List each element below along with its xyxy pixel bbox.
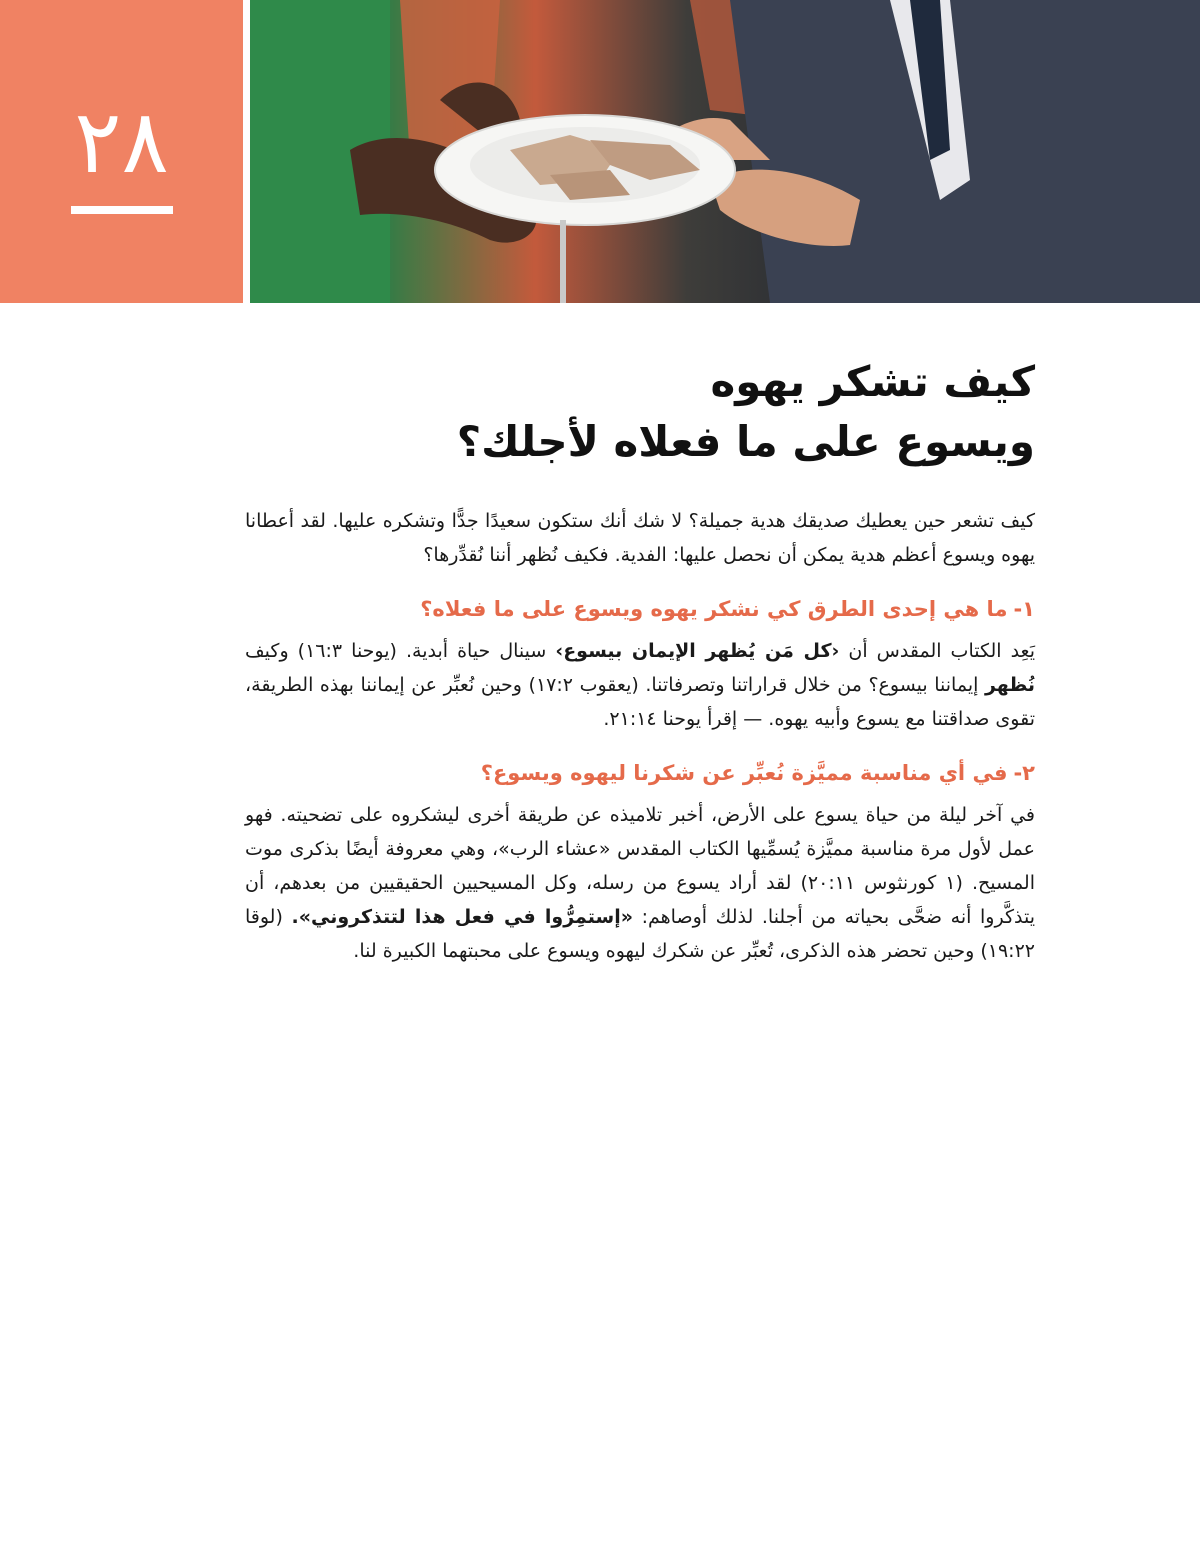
- lesson-number: ٢٨: [74, 89, 169, 193]
- section-1-text-b: سينال حياة أبدية. (يوحنا ٣:‏١٦) وكيف: [245, 640, 556, 662]
- plate-stand: [560, 220, 566, 303]
- section-number-1: ١-: [1013, 597, 1035, 621]
- page-title-line-1: كيف تشكر يهوه: [710, 357, 1035, 406]
- section-1-text-a: يَعِد الكتاب المقدس أن: [839, 640, 1035, 662]
- section-body-2: [245, 798, 1035, 968]
- main-content: [245, 352, 1035, 968]
- section-2-text-a: في آخر ليلة من حياة يسوع على الأرض، أخبر تلاميذه عن طريقة أخرى ليشكروه على تضحيته. فهو عمل لأول مرة مناسبة مميَّزة يُسمِّيها الكتاب المقدس «عشاء الرب»، وهي معروفة أيضًا بذكرى موت المسيح. (١ كورنثوس ١١:‏٢٠) لقد أراد يسوع من رسله، وكل المسيحيين الحقيقيين من بعدهم، أن يتذكَّروا أنه ضحَّى بحياته من أجلنا. لذلك أوصاهم:: [245, 804, 1035, 928]
- section-body-1: [245, 634, 1035, 736]
- section-heading-text-2: في أي مناسبة مميَّزة نُعبِّر عن شكرنا ليهوه ويسوع؟: [480, 761, 1008, 785]
- section-1-bold-a: ‹كل مَن يُظهر الإيمان بيسوع›: [555, 640, 840, 662]
- section-heading-1: [245, 592, 1035, 626]
- page-title: [245, 352, 1035, 472]
- lesson-number-badge: [0, 0, 243, 303]
- lesson-number-underline: [71, 206, 173, 214]
- section-1-bold-b: نُظهر: [984, 674, 1035, 696]
- page-title-line-2: ويسوع على ما فعلاه لأجلك؟: [456, 417, 1035, 466]
- section-number-2: ٢-: [1013, 761, 1035, 785]
- section-heading-2: [245, 756, 1035, 790]
- hero-illustration: [250, 0, 1200, 303]
- section-1-text-c: إيماننا بيسوع؟ من خلال قراراتنا وتصرفاتنا. (يعقوب ٢:‏١٧) وحين نُعبِّر عن إيماننا بهذه الطريقة، تقوى صداقتنا مع يسوع وأبيه يهوه. — إقرأ يوحنا ١٤:‏٢١.: [245, 674, 1035, 730]
- section-2-bold-a: «إستمِرُّوا في فعل هذا لتتذكروني».: [291, 906, 633, 928]
- section-heading-text-1: ما هي إحدى الطرق كي نشكر يهوه ويسوع على ما فعلاه؟: [420, 597, 1008, 621]
- intro-paragraph: كيف تشعر حين يعطيك صديقك هدية جميلة؟ لا شك أنك ستكون سعيدًا جدًّا وتشكره عليها. لقد أعطانا يهوه ويسوع أعظم هدية يمكن أن نحصل عليها: الفدية. فكيف نُظهر أننا نُقدِّرها؟: [245, 510, 1035, 566]
- section-2-text-b: (لوقا ٢٢:‏١٩) وحين تحضر هذه الذكرى، تُعبِّر عن شكرك ليهوه ويسوع على محبتهما الكبيرة لنا.: [245, 906, 1035, 962]
- hero-photo: [250, 0, 1200, 303]
